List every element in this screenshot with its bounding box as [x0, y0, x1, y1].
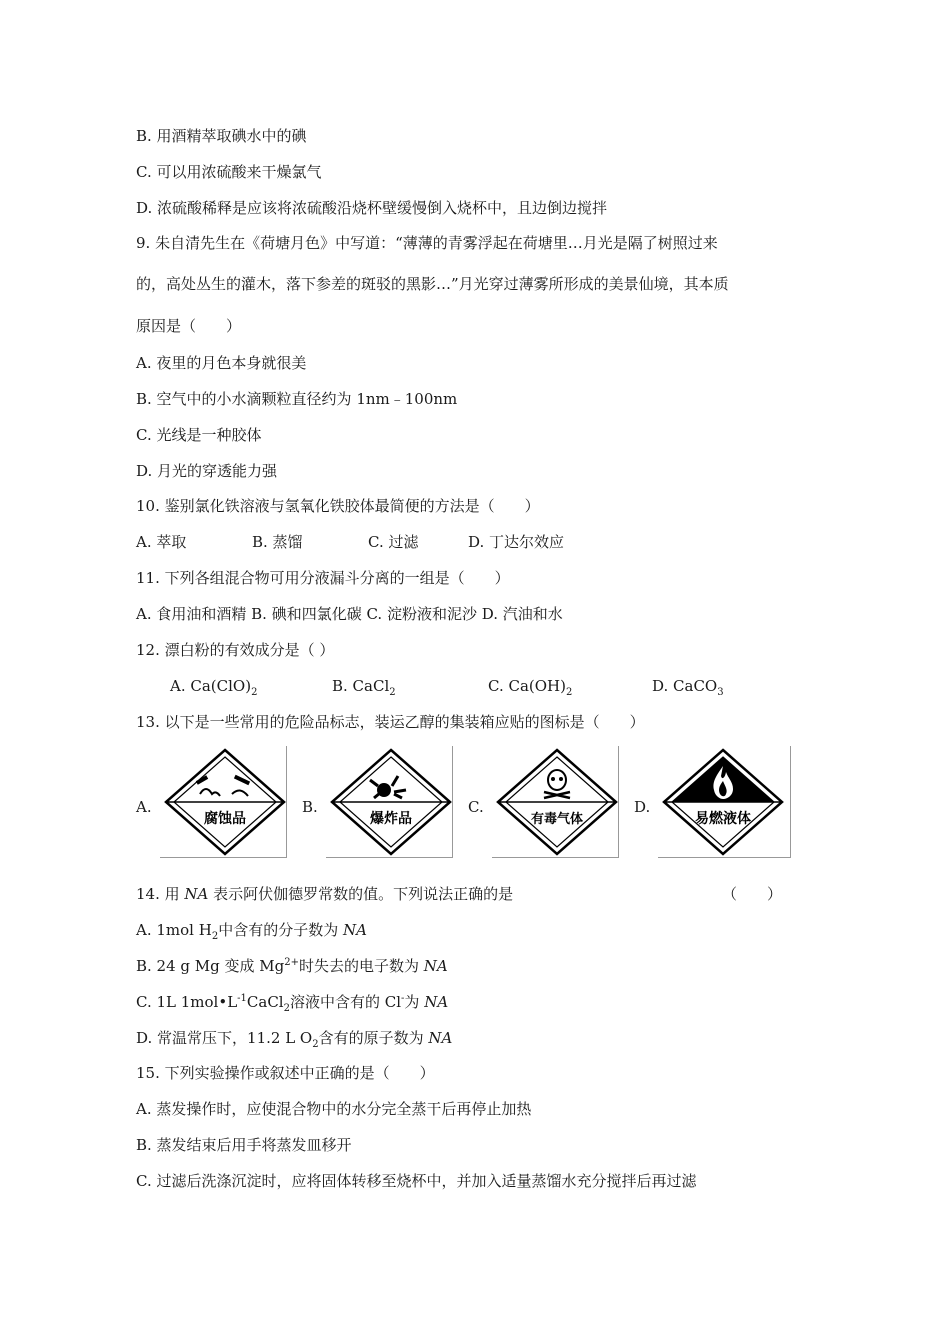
q12-option-b: B. CaCl2 [332, 677, 396, 698]
q9-stem-line3: 原因是（ ） [136, 317, 242, 335]
sign-divider [326, 857, 452, 858]
sign-divider [790, 746, 791, 858]
q9-stem-line2: 的，高处丛生的灌木，落下参差的斑驳的黑影…”月光穿过薄雾所形成的美景仙境，其本质 [136, 275, 729, 293]
sign-a-text: 腐蚀品 [204, 811, 246, 827]
q10-option-c: C. 过滤 [368, 533, 419, 551]
q10-options [136, 532, 564, 552]
flammable-liquid-sign-icon [658, 746, 788, 858]
q14-option-d: D. 常温常压下，11.2 L $O_2$含有的原子数为 NA [136, 1029, 453, 1050]
q14-option-c: C. 1L $1mol•L^{-1}CaCl_2$溶液中含有的 Cl-为 NA [136, 993, 449, 1014]
q14-option-a: A. 1mol $H_2$中含有的分子数为 NA [136, 921, 367, 942]
sign-d-text: 易燃液体 [695, 811, 751, 827]
explosive-sign-icon [326, 746, 456, 858]
q9-option-a: A. 夜里的月色本身就很美 [136, 354, 307, 372]
q14-answer-paren: （ ） [722, 885, 783, 903]
corrosive-sign-icon [160, 746, 290, 858]
hazard-sign-d [634, 746, 796, 858]
q12-stem: 12. 漂白粉的有效成分是（ ） [136, 641, 335, 659]
q14-option-b: B. 24 g Mg 变成 $Mg^{2+}$时失去的电子数为 NA [136, 957, 448, 975]
q8-option-b: B. 用酒精萃取碘水中的碘 [136, 127, 307, 145]
q10-option-d: D. 丁达尔效应 [468, 533, 565, 551]
q13-stem: 13. 以下是一些常用的危险品标志，装运乙醇的集装箱应贴的图标是（ ） [136, 713, 645, 731]
sign-divider [160, 857, 286, 858]
sign-divider [452, 746, 453, 858]
avogadro-symbol: NA [424, 993, 449, 1011]
sign-b-text: 爆炸品 [370, 811, 412, 827]
q12-option-a: A. Ca(ClO)2 [170, 677, 258, 698]
avogadro-symbol: NA [184, 885, 209, 903]
q12-option-d: D. CaCO3 [652, 677, 724, 698]
q10-stem: 10. 鉴别氯化铁溶液与氢氧化铁胶体最简便的方法是（ ） [136, 497, 540, 515]
q9-option-c: C. 光线是一种胶体 [136, 426, 262, 444]
sign-divider [618, 746, 619, 858]
sign-d-letter: D. [634, 798, 651, 816]
q9-option-d: D. 月光的穿透能力强 [136, 462, 278, 480]
q12-option-c: C. Ca(OH)2 [488, 677, 573, 698]
q10-option-b: B. 蒸馏 [252, 533, 303, 551]
q9-stem-line1: 9. 朱自清先生在《荷塘月色》中写道：“薄薄的青雾浮起在荷塘里…月光是隔了树照过来 [136, 234, 718, 252]
q12-options [170, 676, 724, 696]
sign-divider [286, 746, 287, 858]
sign-c-text: 有毒气体 [530, 812, 584, 827]
sign-divider [492, 857, 618, 858]
q8-option-d: D. 浓硫酸稀释是应该将浓硫酸沿烧杯壁缓慢倒入烧杯中，且边倒边搅拌 [136, 199, 608, 217]
sign-b-letter: B. [302, 798, 318, 816]
hazard-sign-c [468, 746, 628, 858]
hazard-sign-b [302, 746, 462, 858]
q10-option-a: A. 萃取 [136, 533, 187, 551]
hazard-sign-row [136, 746, 796, 858]
avogadro-symbol: NA [423, 957, 448, 975]
q15-stem: 15. 下列实验操作或叙述中正确的是（ ） [136, 1064, 435, 1082]
sign-divider [658, 857, 790, 858]
q15-option-b: B. 蒸发结束后用手将蒸发皿移开 [136, 1136, 352, 1154]
q14-stem: 14. 用 NA 表示阿伏伽德罗常数的值。下列说法正确的是 [136, 885, 514, 903]
sign-a-letter: A. [136, 798, 152, 816]
q11-stem: 11. 下列各组混合物可用分液漏斗分离的一组是（ ） [136, 569, 510, 587]
toxic-gas-sign-icon [492, 746, 622, 858]
q15-option-c: C. 过滤后洗涤沉淀时，应将固体转移至烧杯中，并加入适量蒸馏水充分搅拌后再过滤 [136, 1172, 697, 1190]
avogadro-symbol: NA [428, 1029, 453, 1047]
avogadro-symbol: NA [342, 921, 367, 939]
hazard-sign-a [136, 746, 296, 858]
q15-option-a: A. 蒸发操作时，应使混合物中的水分完全蒸干后再停止加热 [136, 1100, 532, 1118]
q8-option-c: C. 可以用浓硫酸来干燥氯气 [136, 163, 322, 181]
q11-options: A. 食用油和酒精 B. 碘和四氯化碳 C. 淀粉液和泥沙 D. 汽油和水 [136, 605, 563, 623]
sign-c-letter: C. [468, 798, 484, 816]
q9-option-b: B. 空气中的小水滴颗粒直径约为 1nm﹣100nm [136, 390, 458, 408]
